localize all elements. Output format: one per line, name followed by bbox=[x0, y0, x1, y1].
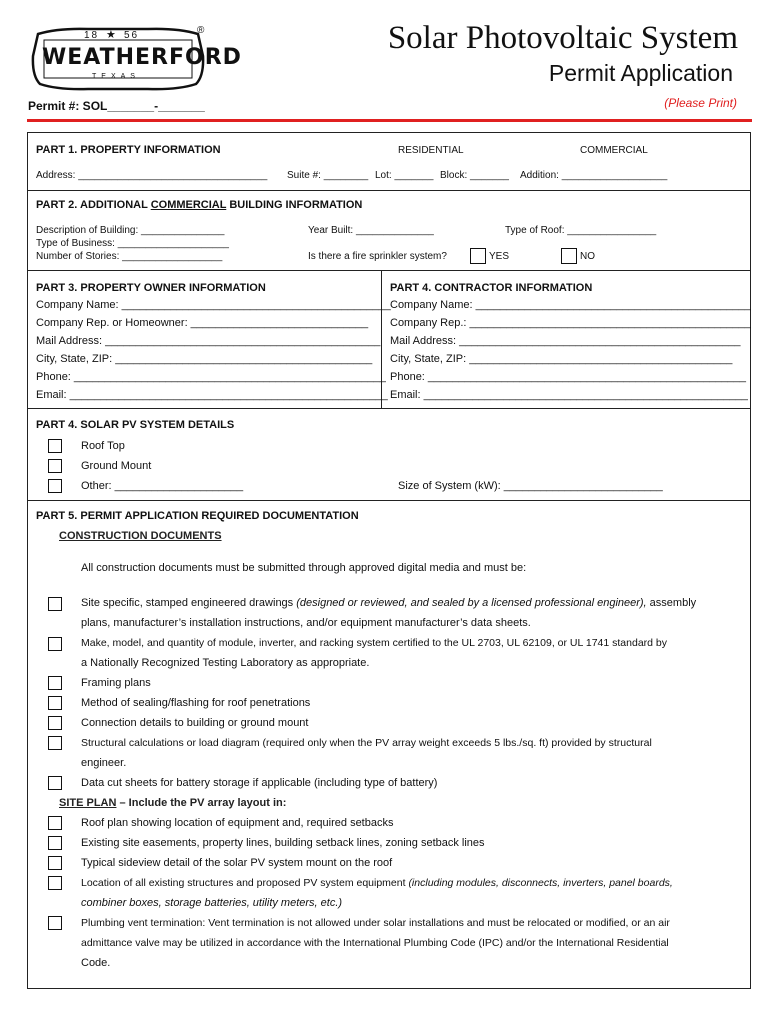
logo-name: WEATHERFORD bbox=[42, 45, 242, 70]
doc-item-4-checkbox[interactable] bbox=[48, 696, 62, 710]
system-size-field[interactable]: Size of System (kW): __________________________ bbox=[398, 480, 663, 492]
page-title: Solar Photovoltaic System bbox=[387, 20, 738, 56]
block-field[interactable]: Block: _______ bbox=[440, 170, 509, 181]
owner-city-state-zip-field[interactable]: City, State, ZIP: __________________________________________ bbox=[36, 353, 373, 365]
owner-mail-address-field[interactable]: Mail Address: _____________________________________________ bbox=[36, 335, 381, 347]
site-plan-item-4-text bbox=[81, 877, 673, 889]
doc-item-4-text: Method of sealing/flashing for roof penetrations bbox=[81, 697, 311, 709]
part2-heading-commercial: COMMERCIAL bbox=[150, 199, 227, 211]
doc-item-1-checkbox[interactable] bbox=[48, 597, 62, 611]
stories-field[interactable]: Number of Stories: __________________ bbox=[36, 251, 223, 262]
ground-mount-checkbox[interactable] bbox=[48, 459, 62, 473]
sprinkler-question: Is there a fire sprinkler system? bbox=[308, 251, 447, 262]
part3-heading: PART 3. PROPERTY OWNER INFORMATION bbox=[36, 282, 266, 294]
doc-item-3-checkbox[interactable] bbox=[48, 676, 62, 690]
part3-4-column-divider bbox=[381, 270, 382, 408]
site-plan-item-5-line2: admittance valve may be utilized in accordance with the International Plumbing Code (IPC) and/or the International Residential bbox=[81, 937, 669, 949]
texas-star-icon: ★ bbox=[106, 29, 116, 41]
other-field[interactable]: Other: _____________________ bbox=[81, 480, 244, 492]
doc-item-7-text: Data cut sheets for battery storage if applicable (including type of battery) bbox=[81, 777, 438, 789]
owner-rep-field[interactable]: Company Rep. or Homeowner: _____________________________ bbox=[36, 317, 369, 329]
site-plan-heading bbox=[59, 797, 286, 809]
construction-docs-intro: All construction documents must be submitted through approved digital media and must be: bbox=[81, 562, 527, 574]
doc-item-3-text: Framing plans bbox=[81, 677, 151, 689]
type-roof-field[interactable]: Type of Roof: ________________ bbox=[505, 225, 657, 236]
doc-item-6-line2: engineer. bbox=[81, 757, 127, 769]
part2-divider bbox=[27, 270, 751, 271]
site-plan-label: SITE PLAN bbox=[59, 797, 117, 809]
contractor-city-state-zip-field[interactable]: City, State, ZIP: ___________________________________________ bbox=[390, 353, 733, 365]
type-business-field[interactable]: Type of Business: ____________________ bbox=[36, 238, 229, 249]
contractor-email-field[interactable]: Email: _____________________________________________________ bbox=[390, 389, 748, 401]
header-red-rule bbox=[27, 119, 752, 122]
site-plan-item-4-a: Location of all existing structures and proposed PV system equipment bbox=[81, 877, 409, 889]
other-checkbox[interactable] bbox=[48, 479, 62, 493]
site-plan-item-2-text: Existing site easements, property lines, building setback lines, zoning setback lines bbox=[81, 837, 485, 849]
site-plan-item-1-checkbox[interactable] bbox=[48, 816, 62, 830]
site-plan-item-2-checkbox[interactable] bbox=[48, 836, 62, 850]
doc-item-2-text: Make, model, and quantity of module, inverter, and racking system certified to the UL 2703, UL 62109, or UL 1741 standard by bbox=[81, 637, 668, 649]
sprinkler-yes-label: YES bbox=[489, 251, 510, 262]
city-logo bbox=[28, 26, 242, 92]
contractor-mail-address-field[interactable]: Mail Address: ______________________________________________ bbox=[390, 335, 741, 347]
site-plan-item-1-text: Roof plan showing location of equipment and, required setbacks bbox=[81, 817, 394, 829]
sprinkler-yes-checkbox[interactable] bbox=[470, 248, 486, 264]
site-plan-item-3-text: Typical sideview detail of the solar PV system mount on the roof bbox=[81, 857, 393, 869]
year-built-field[interactable]: Year Built: ______________ bbox=[308, 225, 434, 236]
doc-item-2-line2: a Nationally Recognized Testing Laboratory as appropriate. bbox=[81, 657, 370, 669]
part1-divider bbox=[27, 190, 751, 191]
contractor-phone-field[interactable]: Phone: ____________________________________________________ bbox=[390, 371, 747, 383]
please-print-note: (Please Print) bbox=[664, 96, 737, 110]
roof-top-label: Roof Top bbox=[81, 440, 125, 452]
sprinkler-no-label: NO bbox=[580, 251, 595, 262]
page-subtitle: Permit Application bbox=[548, 60, 733, 86]
logo-state: TEXAS bbox=[92, 73, 140, 80]
description-field[interactable]: Description of Building: _______________ bbox=[36, 225, 225, 236]
doc-item-6-checkbox[interactable] bbox=[48, 736, 62, 750]
doc-item-7-checkbox[interactable] bbox=[48, 776, 62, 790]
contractor-heading: PART 4. CONTRACTOR INFORMATION bbox=[390, 282, 593, 294]
doc-item-1-text bbox=[81, 597, 696, 609]
site-plan-item-5-text: Plumbing vent termination: Vent termination is not allowed under solar installations and must be relocated or modified, or an air bbox=[81, 917, 670, 929]
doc-item-5-checkbox[interactable] bbox=[48, 716, 62, 730]
site-plan-item-3-checkbox[interactable] bbox=[48, 856, 62, 870]
site-plan-rest: – Include the PV array layout in: bbox=[116, 797, 287, 809]
doc-item-5-text: Connection details to building or ground mount bbox=[81, 717, 309, 729]
part3-divider bbox=[27, 408, 751, 409]
doc-item-1-b: (designed or reviewed, and sealed by a licensed professional engineer), bbox=[296, 597, 647, 609]
address-field[interactable]: Address: __________________________________ bbox=[36, 170, 268, 181]
contractor-company-name-field[interactable]: Company Name: _____________________________________________ bbox=[390, 299, 751, 311]
lot-field[interactable]: Lot: _______ bbox=[375, 170, 434, 181]
logo-year-right: 56 bbox=[124, 30, 140, 41]
roof-top-checkbox[interactable] bbox=[48, 439, 62, 453]
permit-number: Permit #: SOL_______-_______ bbox=[28, 99, 205, 113]
addition-field[interactable]: Addition: ___________________ bbox=[520, 170, 668, 181]
doc-item-1-line2: plans, manufacturer’s installation instructions, and/or equipment manufacturer’s data sheets. bbox=[81, 617, 531, 629]
site-plan-item-5-line3: Code. bbox=[81, 957, 111, 969]
construction-docs-heading: CONSTRUCTION DOCUMENTS bbox=[59, 530, 222, 542]
site-plan-item-4-b: (including modules, disconnects, inverters, panel boards, bbox=[408, 877, 673, 889]
registered-mark: ® bbox=[197, 25, 205, 36]
doc-item-6-text: Structural calculations or load diagram (required only when the PV array weight exceeds 5 lbs./sq. ft) provided by structural bbox=[81, 737, 652, 749]
part5-heading: PART 5. PERMIT APPLICATION REQUIRED DOCUMENTATION bbox=[36, 510, 359, 522]
part4-divider bbox=[27, 500, 751, 501]
part2-heading-pre: PART 2. ADDITIONAL bbox=[36, 199, 151, 211]
part1-heading: PART 1. PROPERTY INFORMATION bbox=[36, 144, 221, 156]
site-plan-item-5-checkbox[interactable] bbox=[48, 916, 62, 930]
commercial-option[interactable]: COMMERCIAL bbox=[580, 145, 648, 156]
owner-company-name-field[interactable]: Company Name: ____________________________________________ bbox=[36, 299, 391, 311]
site-plan-item-4-line2: combiner boxes, storage batteries, utility meters, etc.) bbox=[81, 897, 343, 909]
doc-item-2-checkbox[interactable] bbox=[48, 637, 62, 651]
solar-details-heading: PART 4. SOLAR PV SYSTEM DETAILS bbox=[36, 419, 235, 431]
part2-heading-post: BUILDING INFORMATION bbox=[226, 199, 363, 211]
contractor-rep-field[interactable]: Company Rep.: ______________________________________________ bbox=[390, 317, 751, 329]
suite-field[interactable]: Suite #: ________ bbox=[287, 170, 369, 181]
part2-heading bbox=[36, 199, 362, 211]
owner-phone-field[interactable]: Phone: ___________________________________________________ bbox=[36, 371, 386, 383]
owner-email-field[interactable]: Email: ____________________________________________________ bbox=[36, 389, 388, 401]
doc-item-1-c: assembly bbox=[646, 597, 697, 609]
site-plan-item-4-checkbox[interactable] bbox=[48, 876, 62, 890]
ground-mount-label: Ground Mount bbox=[81, 460, 152, 472]
residential-option[interactable]: RESIDENTIAL bbox=[398, 145, 464, 156]
doc-item-1-a: Site specific, stamped engineered drawings bbox=[81, 597, 297, 609]
sprinkler-no-checkbox[interactable] bbox=[561, 248, 577, 264]
logo-year-left: 18 bbox=[84, 30, 100, 41]
